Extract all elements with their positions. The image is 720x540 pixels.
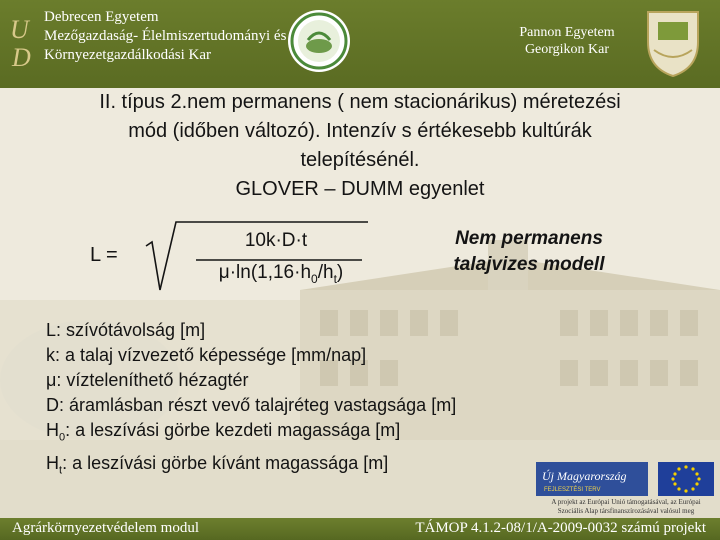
footer-project-id: TÁMOP 4.1.2-08/1/A-2009-0032 számú projekt — [415, 520, 706, 536]
model-note: Nem permanens talajvizes modell — [453, 228, 605, 275]
right-institution-name: Pannon Egyetem Georgikon Kar — [519, 25, 615, 57]
definition-item: $H_0$: a leszívási görbe kezdeti magassága [m] — [46, 420, 401, 444]
eu-funding-caption: A projekt az Európai Unió támogatásával, az Európai Szociális Alap társfinanszírozásával valósul meg — [551, 498, 701, 515]
svg-text:U: U — [10, 15, 29, 44]
title-line: mód (időben változó). Intenzív s értékesebb kultúrák — [128, 120, 592, 142]
left-institution-name: Debrecen Egyetem Mezőgazdaság- Élelmiszertudományi és Környezetgazdálkodási Kar — [44, 9, 287, 63]
definition-item: L: szívótávolság [m] — [46, 320, 206, 340]
definition-item: μ: vízteleníthető hézagtér — [46, 370, 249, 390]
title-line: telepítésénél. — [300, 149, 420, 171]
title-line: II. típus 2.nem permanens ( nem stacionárikus) méretezési — [99, 91, 621, 113]
footer-bar — [0, 518, 720, 540]
definition-list — [46, 318, 456, 483]
svg-text:D: D — [12, 43, 31, 72]
new-hungary-logo-text: Új Magyarország — [542, 469, 627, 483]
formula-numerator: 10k·D·t — [244, 230, 308, 251]
definition-item: k: a talaj vízvezető képessége [mm/nap] — [46, 345, 367, 365]
footer-module-name: Agrárkörnyezetvédelem modul — [12, 520, 200, 536]
title-line: GLOVER – DUMM egyenlet — [235, 178, 485, 200]
definition-item: D: áramlásban részt vevő talajréteg vastagsága [m] — [46, 395, 457, 415]
formula-lhs: L = — [90, 244, 118, 266]
formula-denominator: $\mu\cdot\ln(1,16\cdot h_0/h_t)$ — [218, 262, 344, 286]
new-hungary-logo-subtext: FEJLESZTÉSI TERV — [544, 487, 601, 493]
definition-item: $H_t$: a leszívási görbe kívánt magassága [m] — [46, 452, 389, 477]
